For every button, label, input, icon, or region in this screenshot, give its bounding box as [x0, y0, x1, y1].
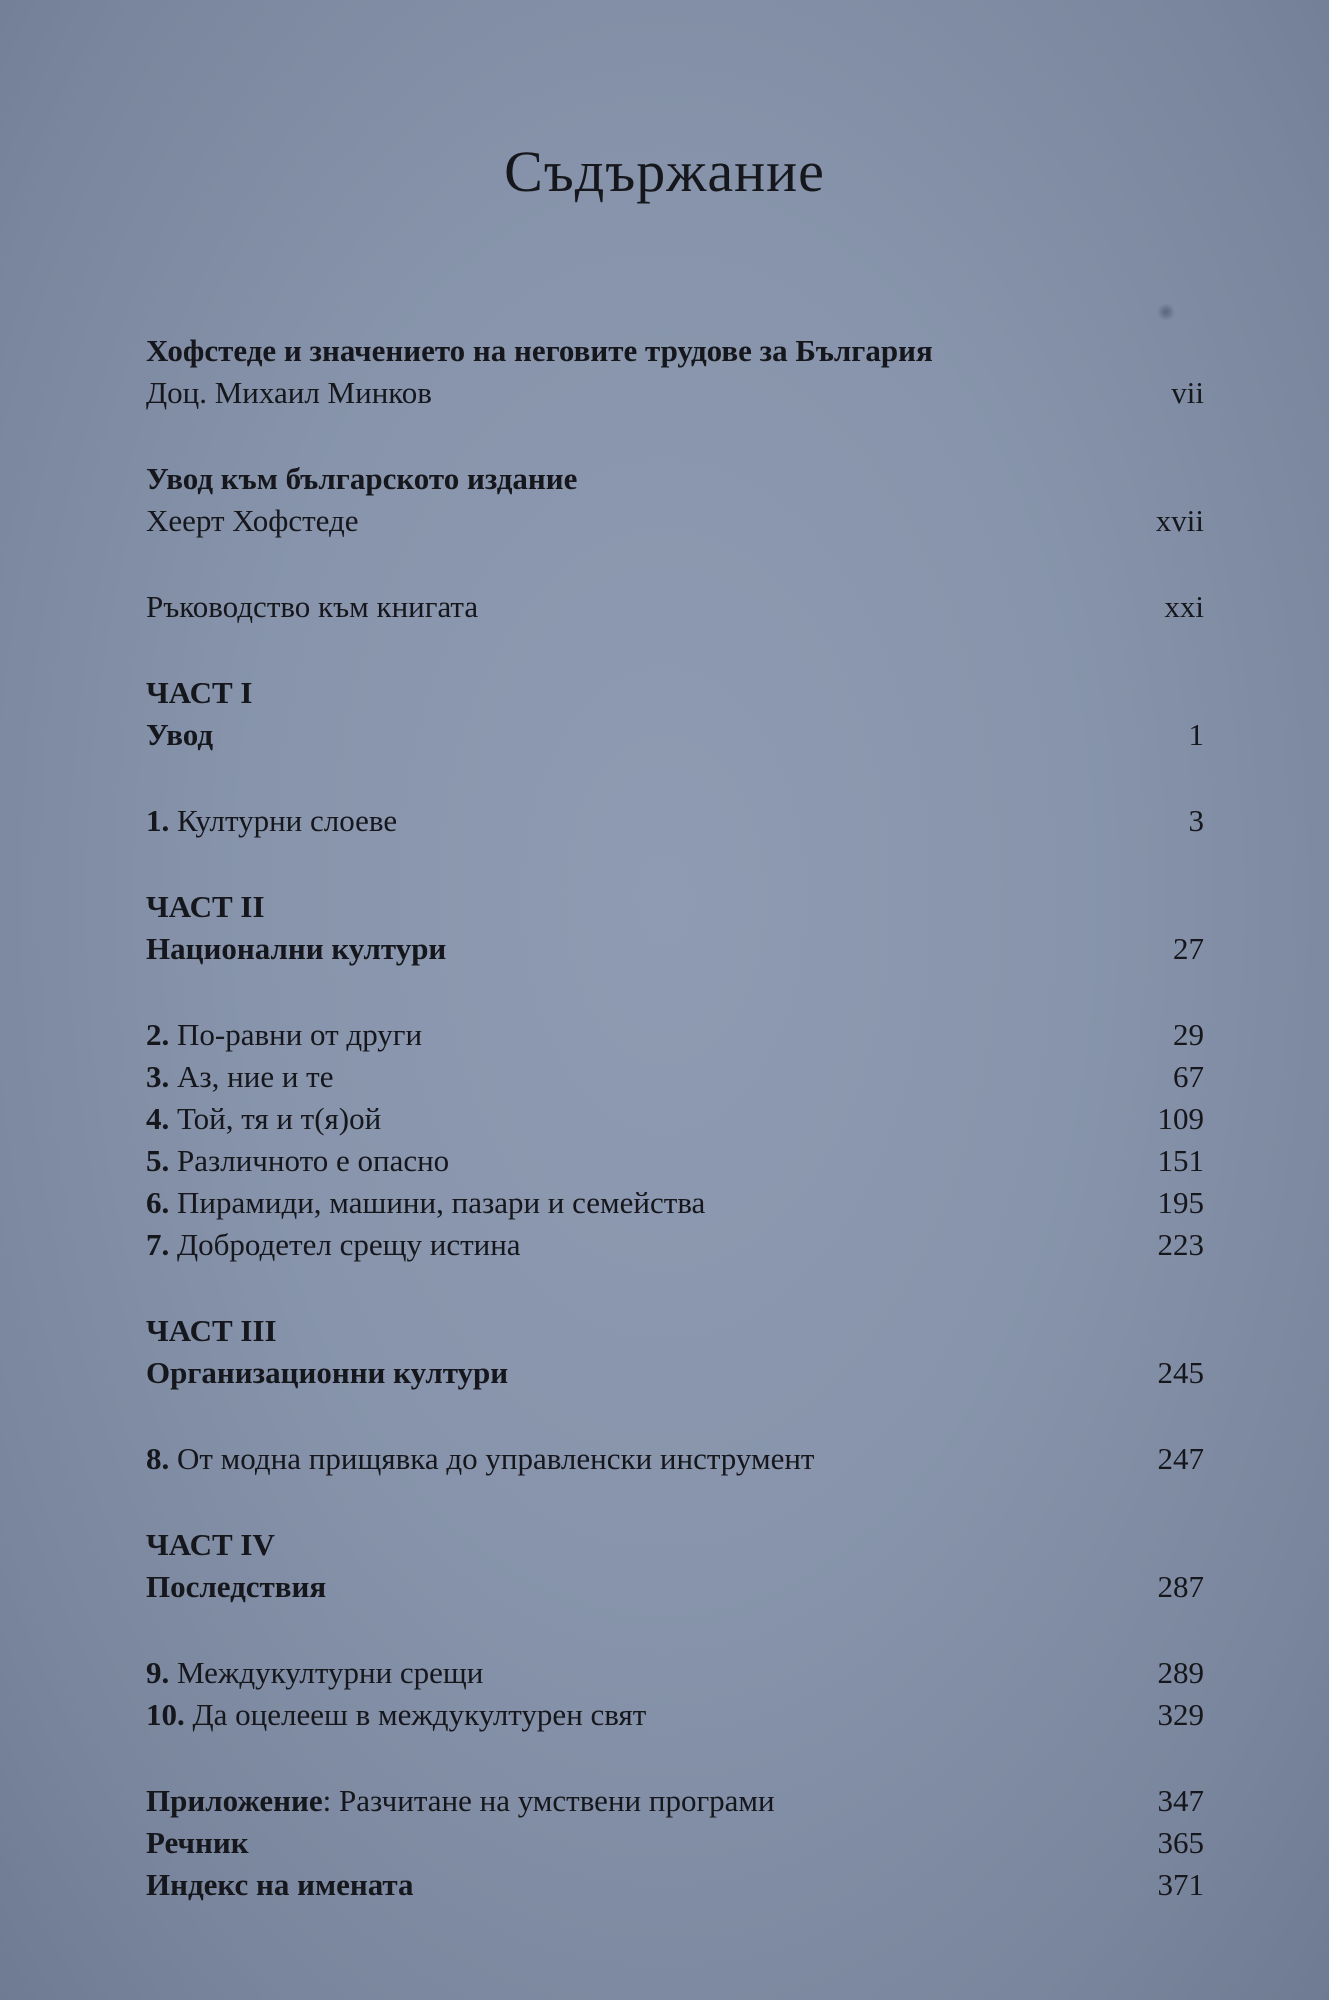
chapter-title: Пирамиди, машини, пазари и семейства [169, 1185, 706, 1220]
index-entry [146, 1864, 1204, 1906]
part-title [146, 928, 1204, 970]
part-label-text: ЧАСТ I [146, 675, 253, 710]
page-number: 151 [1157, 1143, 1204, 1178]
chapter-title: Аз, ние и те [169, 1059, 334, 1094]
appendix-entry [146, 1780, 1204, 1822]
page-title: Съдържание [504, 139, 825, 204]
page-number: 371 [1157, 1867, 1204, 1902]
chapter-number: 1. [146, 803, 170, 838]
page-number: 29 [1173, 1017, 1204, 1052]
chapter-number: 8. [146, 1441, 170, 1476]
page-number: 195 [1157, 1185, 1204, 1220]
chapter-label [146, 1652, 483, 1694]
page-number: 245 [1157, 1355, 1204, 1390]
chapter-entry [146, 1098, 1204, 1140]
page-number: 289 [1157, 1655, 1204, 1690]
toc-entry-foreword-title [146, 330, 1204, 372]
chapter-label [146, 1098, 381, 1140]
page-number: 223 [1157, 1227, 1204, 1262]
page-number: vii [1171, 375, 1204, 410]
chapter-number: 9. [146, 1655, 170, 1690]
part-label-text: ЧАСТ IV [146, 1527, 275, 1562]
chapter-number: 5. [146, 1143, 170, 1178]
part-label [146, 1524, 1204, 1566]
toc-entry-intro-title [146, 458, 1204, 500]
chapter-label [146, 1140, 449, 1182]
entry-title: Ръководство към книгата [146, 589, 479, 624]
chapter-title: Той, тя и т(я)ой [169, 1101, 382, 1136]
appendix-label [146, 1780, 775, 1822]
chapter-title: Добродетел срещу истина [169, 1227, 521, 1262]
chapter-number: 10. [146, 1697, 185, 1732]
part-title [146, 1352, 1204, 1394]
chapter-label [146, 800, 397, 842]
chapter-title: Културни слоеве [169, 803, 398, 838]
chapter-entry [146, 1694, 1204, 1736]
chapter-title: Различното е опасно [169, 1143, 450, 1178]
entry-author: Хеерт Хофстеде [146, 503, 359, 538]
part-title-text: Национални култури [146, 931, 447, 966]
chapter-entry [146, 1182, 1204, 1224]
part-title-text: Организационни култури [146, 1355, 509, 1390]
chapter-label [146, 1014, 422, 1056]
chapter-label [146, 1224, 521, 1266]
page-number: 365 [1157, 1825, 1204, 1860]
chapter-label [146, 1438, 814, 1480]
part-label [146, 1310, 1204, 1352]
chapter-label [146, 1694, 646, 1736]
part-title [146, 714, 1204, 756]
toc-entry-intro-author [146, 500, 1204, 542]
index-title: Индекс на имената [146, 1867, 414, 1902]
chapter-title: Междукултурни срещи [169, 1655, 484, 1690]
entry-title: Хофстеде и значението на неговите трудове за България [146, 333, 933, 368]
chapter-number: 3. [146, 1059, 170, 1094]
page-number: 109 [1157, 1101, 1204, 1136]
page-number: 329 [1157, 1697, 1204, 1732]
page-number: 247 [1157, 1441, 1204, 1476]
chapter-number: 2. [146, 1017, 170, 1052]
entry-title: Увод към българското издание [146, 461, 578, 496]
page-number: 3 [1188, 803, 1204, 838]
part-label-text: ЧАСТ II [146, 889, 265, 924]
chapter-entry [146, 1438, 1204, 1480]
page-number: 347 [1157, 1783, 1204, 1818]
chapter-title: От модна прищявка до управленски инструмент [169, 1441, 815, 1476]
part-title-text: Последствия [146, 1569, 327, 1604]
page-number: 1 [1188, 717, 1204, 752]
glossary-title: Речник [146, 1825, 249, 1860]
chapter-title: Да оцелееш в междукултурен свят [184, 1697, 647, 1732]
appendix-title: : Разчитане на умствени програми [322, 1783, 775, 1818]
chapter-entry [146, 1014, 1204, 1056]
part-label [146, 672, 1204, 714]
chapter-number: 7. [146, 1227, 170, 1262]
chapter-entry [146, 1224, 1204, 1266]
chapter-entry [146, 1652, 1204, 1694]
part-title-text: Увод [146, 717, 214, 752]
chapter-number: 6. [146, 1185, 170, 1220]
part-label-text: ЧАСТ III [146, 1313, 277, 1348]
page-number: xxi [1164, 589, 1204, 624]
chapter-entry [146, 1056, 1204, 1098]
part-title [146, 1566, 1204, 1608]
part-label [146, 886, 1204, 928]
chapter-label [146, 1182, 705, 1224]
chapter-label [146, 1056, 333, 1098]
page-speck [1157, 303, 1175, 321]
chapter-entry [146, 800, 1204, 842]
toc-entry-foreword-author [146, 372, 1204, 414]
glossary-entry [146, 1822, 1204, 1864]
chapter-number: 4. [146, 1101, 170, 1136]
appendix-label-bold: Приложение [146, 1783, 323, 1818]
page-number: 67 [1173, 1059, 1204, 1094]
toc-entry-guide [146, 586, 1204, 628]
table-of-contents [146, 330, 1204, 1906]
page-number: 287 [1157, 1569, 1204, 1604]
chapter-entry [146, 1140, 1204, 1182]
page-number: 27 [1173, 931, 1204, 966]
page-number: xvii [1155, 503, 1204, 538]
chapter-title: По-равни от други [169, 1017, 423, 1052]
entry-author: Доц. Михаил Минков [146, 375, 432, 410]
